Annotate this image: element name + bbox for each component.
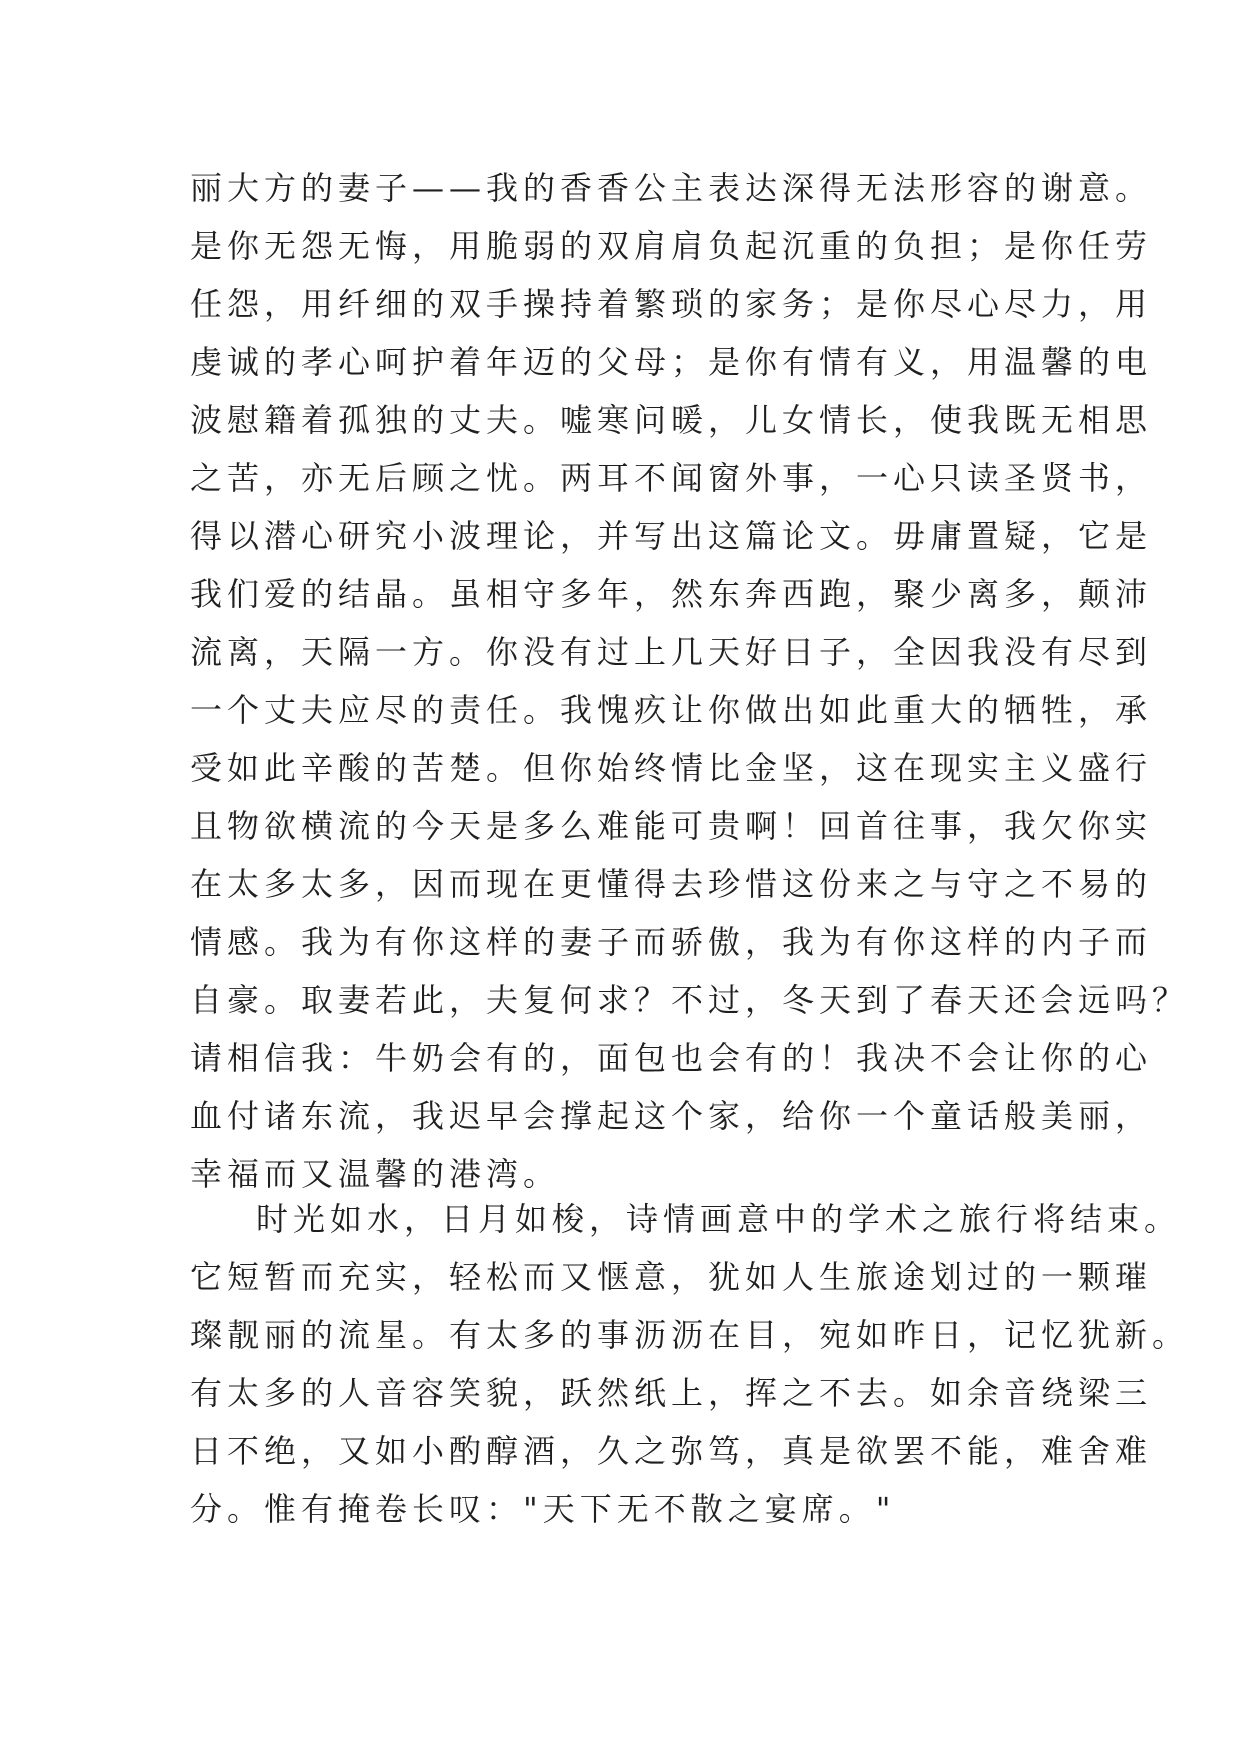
text-line: 且物欲横流的今天是多么难能可贵啊！回首往事，我欠你实 — [190, 807, 1153, 845]
text-line: 分。惟有掩卷长叹："天下无不散之宴席。" — [190, 1490, 896, 1528]
text-line: 请相信我：牛奶会有的，面包也会有的！我决不会让你的心 — [190, 1039, 1153, 1077]
text-line: 自豪。取妻若此，夫复何求？不过，冬天到了春天还会远吗？ — [190, 981, 1190, 1019]
text-line: 一个丈夫应尽的责任。我愧疚让你做出如此重大的牺牲，承 — [190, 691, 1153, 729]
text-line: 时光如水，日月如梭，诗情画意中的学术之旅行将结束。 — [256, 1200, 1182, 1238]
text-line: 虔诚的孝心呵护着年迈的父母；是你有情有义，用温馨的电 — [190, 343, 1153, 381]
text-line: 我们爱的结晶。虽相守多年，然东奔西跑，聚少离多，颠沛 — [190, 575, 1153, 613]
text-line: 幸福而又温馨的港湾。 — [190, 1155, 561, 1193]
text-line: 有太多的人音容笑貌，跃然纸上，挥之不去。如余音绕梁三 — [190, 1374, 1153, 1412]
paragraph-acknowledgement-wife — [190, 159, 1190, 1203]
text-line: 任怨，用纤细的双手操持着繁琐的家务；是你尽心尽力，用 — [190, 285, 1153, 323]
paragraph-closing — [190, 1190, 1190, 1538]
text-line: 血付诸东流，我迟早会撑起这个家，给你一个童话般美丽， — [190, 1097, 1153, 1135]
text-line: 情感。我为有你这样的妻子而骄傲，我为有你这样的内子而 — [190, 923, 1153, 961]
text-line: 丽大方的妻子——我的香香公主表达深得无法形容的谢意。 — [190, 169, 1153, 207]
text-line: 是你无怨无悔，用脆弱的双肩肩负起沉重的负担；是你任劳 — [190, 227, 1153, 265]
text-line: 流离，天隔一方。你没有过上几天好日子，全因我没有尽到 — [190, 633, 1153, 671]
text-line: 之苦，亦无后顾之忧。两耳不闻窗外事，一心只读圣贤书， — [190, 459, 1153, 497]
text-line: 璨靓丽的流星。有太多的事沥沥在目，宛如昨日，记忆犹新。 — [190, 1316, 1190, 1354]
text-line: 波慰籍着孤独的丈夫。嘘寒问暖，儿女情长，使我既无相思 — [190, 401, 1153, 439]
text-line: 日不绝，又如小酌醇酒，久之弥笃，真是欲罢不能，难舍难 — [190, 1432, 1153, 1470]
text-line: 在太多太多，因而现在更懂得去珍惜这份来之与守之不易的 — [190, 865, 1153, 903]
text-line: 得以潜心研究小波理论，并写出这篇论文。毋庸置疑，它是 — [190, 517, 1153, 555]
text-line: 受如此辛酸的苦楚。但你始终情比金坚，这在现实主义盛行 — [190, 749, 1153, 787]
text-line: 它短暂而充实，轻松而又惬意，犹如人生旅途划过的一颗璀 — [190, 1258, 1153, 1296]
